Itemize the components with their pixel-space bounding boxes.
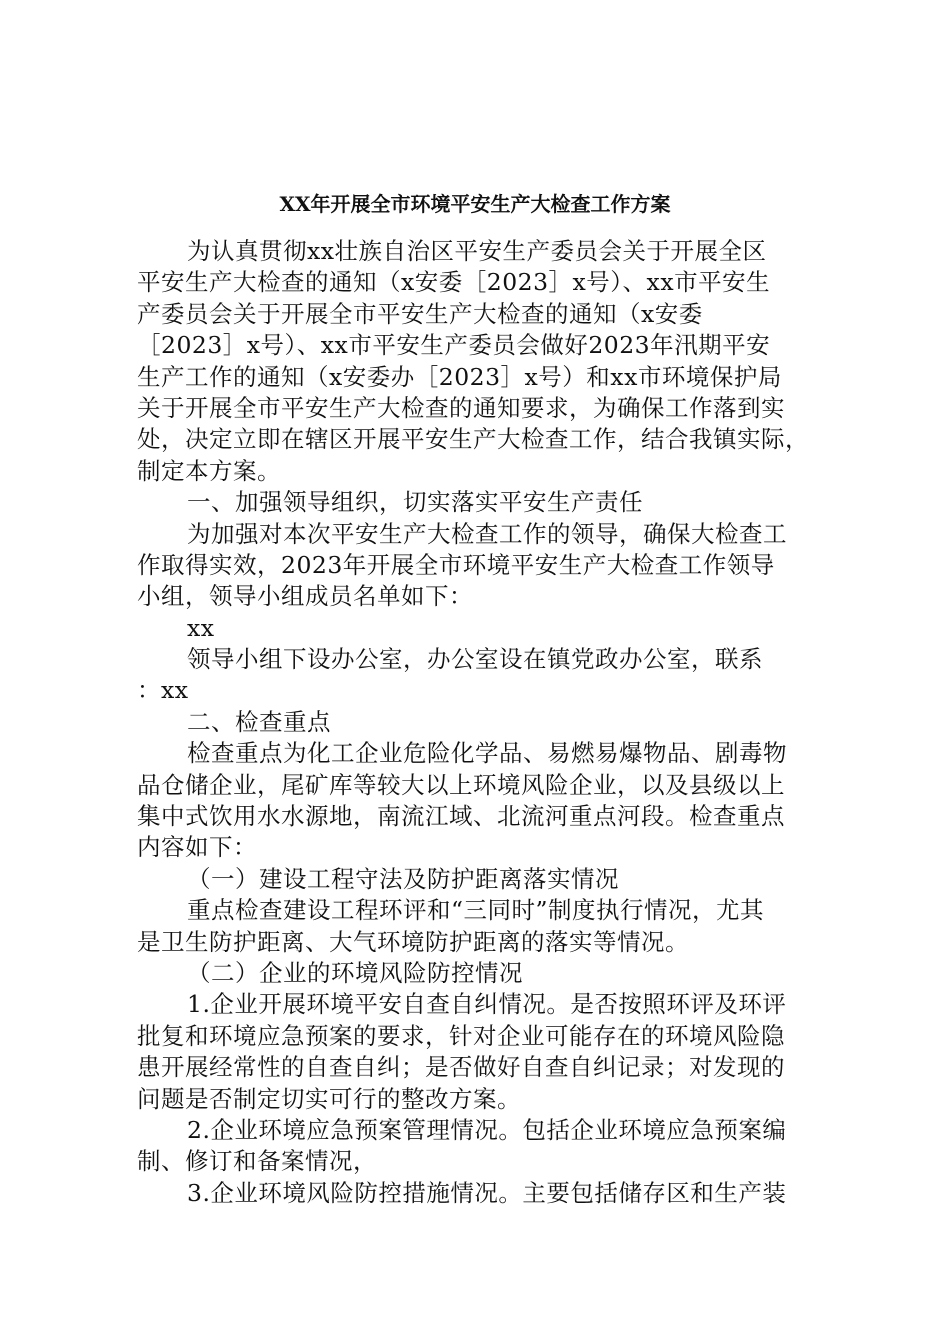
text-line: 品仓储企业，尾矿库等较大以上环境风险企业，以及县级以上	[137, 770, 785, 799]
text-line: 检查重点为化工企业危险化学品、易燃易爆物品、剧毒物	[187, 739, 787, 768]
text-line: xx	[187, 613, 215, 642]
text-line: 批复和环境应急预案的要求，针对企业可能存在的环境风险隐	[137, 1021, 785, 1050]
text-line: 产委员会关于开展全市平安生产大检查的通知（x安委	[137, 299, 703, 328]
text-line: 内容如下：	[137, 833, 257, 862]
text-line: 生产工作的通知（x安委办［2023］x号）和xx市环境保护局	[137, 362, 782, 391]
text-line: 小组，领导小组成员名单如下：	[137, 582, 473, 611]
text-line: 集中式饮用水水源地，南流江域、北流河重点河段。检查重点	[137, 802, 785, 831]
text-line: 二、检查重点	[187, 707, 331, 736]
text-line: 为认真贯彻xx壮族自治区平安生产委员会关于开展全区	[187, 237, 767, 265]
text-line: 平安生产大检查的通知（x安委［2023］x号）、xx市平安生	[137, 268, 771, 297]
text-line: 制、修订和备案情况，	[137, 1147, 377, 1176]
text-line: 1.企业开展环境平安自查自纠情况。是否按照环评及环评	[187, 990, 787, 1019]
text-line: 处，决定立即在辖区开展平安生产大检查工作，结合我镇实际，	[137, 425, 809, 454]
text-line: ：xx	[137, 676, 189, 705]
text-line: 2.企业环境应急预案管理情况。包括企业环境应急预案编	[187, 1115, 787, 1144]
text-line: ［2023］x号）、xx市平安生产委员会做好2023年汛期平安	[137, 331, 771, 360]
text-line: 3.企业环境风险防控措施情况。主要包括储存区和生产装	[187, 1178, 787, 1207]
text-line: 问题是否制定切实可行的整改方案。	[137, 1084, 521, 1113]
document-body	[137, 236, 827, 1209]
text-line: 关于开展全市平安生产大检查的通知要求，为确保工作落到实	[137, 393, 785, 422]
text-line: （一）建设工程守法及防护距离落实情况	[187, 864, 619, 893]
text-line: 患开展经常性的自查自纠；是否做好自查自纠记录；对发现的	[137, 1053, 785, 1082]
document-title: XX年开展全市环境平安生产大检查工作方案	[279, 192, 671, 216]
text-line: 重点检查建设工程环评和“三同时”制度执行情况，尤其	[187, 896, 765, 925]
text-line: （二）企业的环境风险防控情况	[187, 958, 523, 987]
text-line: 为加强对本次平安生产大检查工作的领导，确保大检查工	[187, 519, 787, 548]
text-line: 领导小组下设办公室，办公室设在镇党政办公室，联系	[187, 645, 763, 674]
text-line: 制定本方案。	[137, 456, 281, 485]
text-line: 作取得实效，2023年开展全市环境平安生产大检查工作领导	[137, 550, 775, 579]
text-line: 是卫生防护距离、大气环境防护距离的落实等情况。	[137, 927, 689, 956]
text-line: 一、加强领导组织，切实落实平安生产责任	[187, 488, 643, 517]
